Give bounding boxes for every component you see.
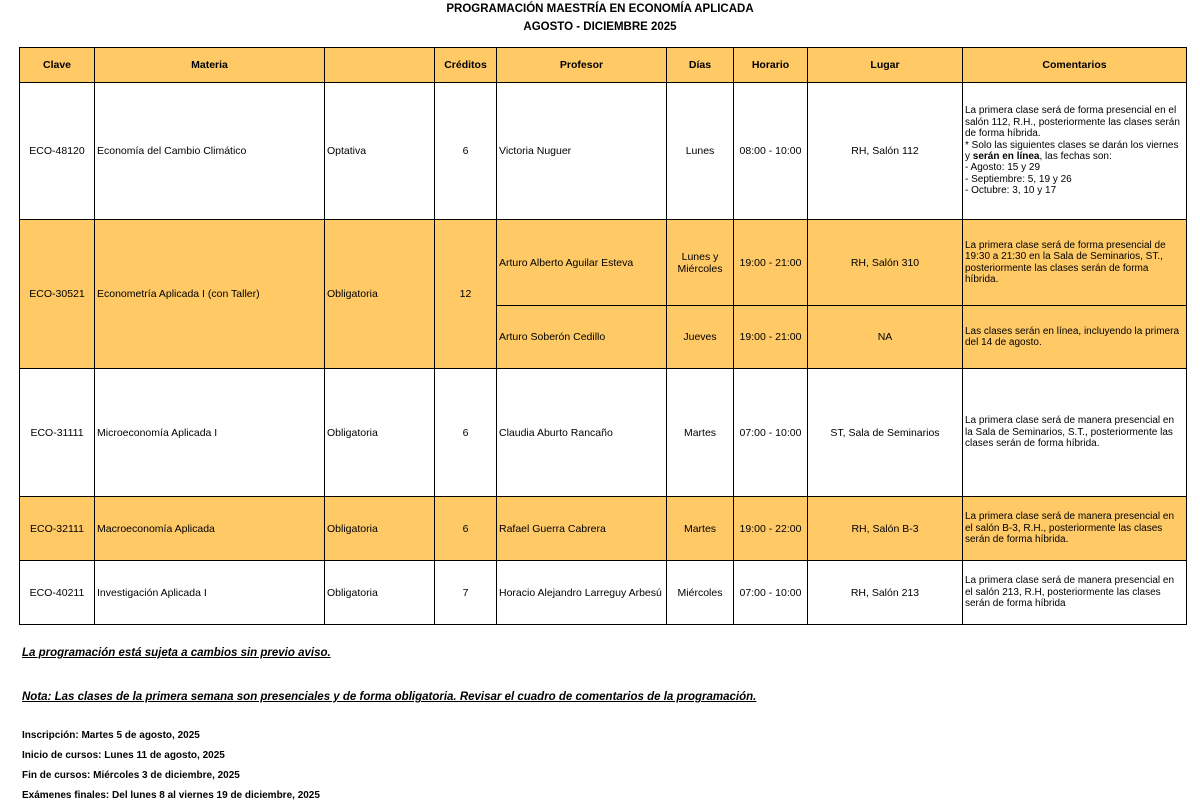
header-horario: Horario: [734, 48, 808, 83]
comment-line: - Septiembre: 5, 19 y 26: [965, 173, 1072, 185]
cell-creditos: 7: [435, 561, 497, 625]
cell-materia: Microeconomía Aplicada I: [95, 369, 325, 497]
table-row: [20, 83, 1187, 220]
cell-dias: Martes: [667, 369, 734, 497]
page-title: PROGRAMACIÓN MAESTRÍA EN ECONOMÍA APLICADA: [446, 3, 754, 15]
cell-comentarios: La primera clase será de manera presencial en el salón B-3, R.H., posteriormente las clases serán de forma híbrida.: [963, 497, 1187, 561]
cell-profesor: Victoria Nuguer: [497, 83, 667, 220]
cell-lugar: RH, Salón 213: [808, 561, 963, 625]
cell-horario: 19:00 - 22:00: [734, 497, 808, 561]
cell-materia: Economía del Cambio Climático: [95, 83, 325, 220]
cell-comentarios: [963, 83, 1187, 220]
cell-dias: Martes: [667, 497, 734, 561]
cell-horario: 07:00 - 10:00: [734, 369, 808, 497]
info-examenes-finales: Exámenes finales: Del lunes 8 al viernes 19 de diciembre, 2025: [22, 790, 320, 801]
header-tipo: [325, 48, 435, 83]
table-row: [20, 497, 1187, 561]
cell-clave: ECO-30521: [20, 220, 95, 369]
cell-tipo: Obligatoria: [325, 220, 435, 369]
cell-creditos: 6: [435, 83, 497, 220]
cell-comentarios: La primera clase será de manera presencial en el salón 213, R.H, posteriormente las clases serán de forma híbrida: [963, 561, 1187, 625]
cell-profesor: Horacio Alejandro Larreguy Arbesú: [497, 561, 667, 625]
cell-horario: 08:00 - 10:00: [734, 83, 808, 220]
header-dias: Días: [667, 48, 734, 83]
cell-lugar: ST, Sala de Seminarios: [808, 369, 963, 497]
cell-clave: ECO-48120: [20, 83, 95, 220]
info-fin-cursos: Fin de cursos: Miércoles 3 de diciembre, 2025: [22, 770, 240, 781]
header-materia: Materia: [95, 48, 325, 83]
header-comentarios: Comentarios: [963, 48, 1187, 83]
disclaimer-note: La programación está sujeta a cambios sin previo aviso.: [22, 647, 331, 659]
cell-clave: ECO-40211: [20, 561, 95, 625]
info-inicio-cursos: Inicio de cursos: Lunes 11 de agosto, 2025: [22, 750, 225, 761]
cell-dias: Miércoles: [667, 561, 734, 625]
cell-horario: 19:00 - 21:00: [734, 306, 808, 369]
cell-tipo: Optativa: [325, 83, 435, 220]
cell-tipo: Obligatoria: [325, 561, 435, 625]
cell-profesor: Claudia Aburto Rancaño: [497, 369, 667, 497]
cell-tipo: Obligatoria: [325, 497, 435, 561]
header-clave: Clave: [20, 48, 95, 83]
cell-lugar: RH, Salón B-3: [808, 497, 963, 561]
comment-line: - Agosto: 15 y 29: [965, 162, 1041, 174]
cell-comentarios: La primera clase será de manera presencial en la Sala de Seminarios, S.T., posteriormente las clases serán de forma híbrida.: [963, 369, 1187, 497]
comment-text: La primera clase será de forma presencial en el salón 112, R.H., posteriormente las clases serán de forma híbrida.: [965, 105, 1180, 140]
cell-comentarios: La primera clase será de forma presencial de 19:30 a 21:30 en la Sala de Seminarios, ST., posteriormente las clases serán de forma híbrida.: [963, 220, 1187, 306]
cell-clave: ECO-31111: [20, 369, 95, 497]
cell-comentarios: Las clases serán en línea, incluyendo la primera del 14 de agosto.: [963, 306, 1187, 369]
cell-tipo: Obligatoria: [325, 369, 435, 497]
cell-dias: Lunes y Miércoles: [667, 220, 734, 306]
table-row: [20, 561, 1187, 625]
cell-materia: Macroeconomía Aplicada: [95, 497, 325, 561]
cell-lugar: RH, Salón 310: [808, 220, 963, 306]
table-row: [20, 220, 1187, 306]
cell-dias: Jueves: [667, 306, 734, 369]
cell-materia: Investigación Aplicada I: [95, 561, 325, 625]
cell-materia: Econometría Aplicada I (con Taller): [95, 220, 325, 369]
table-header-row: [20, 48, 1187, 83]
schedule-table: [19, 47, 1187, 625]
comment-line: - Octubre: 3, 10 y 17: [965, 185, 1057, 197]
header-lugar: Lugar: [808, 48, 963, 83]
header-profesor: Profesor: [497, 48, 667, 83]
table-row: [20, 369, 1187, 497]
page-subtitle: AGOSTO - DICIEMBRE 2025: [523, 21, 677, 33]
cell-dias: Lunes: [667, 83, 734, 220]
cell-lugar: RH, Salón 112: [808, 83, 963, 220]
cell-lugar: NA: [808, 306, 963, 369]
cell-profesor: Rafael Guerra Cabrera: [497, 497, 667, 561]
cell-profesor: Arturo Soberón Cedillo: [497, 306, 667, 369]
comment-text: * Solo las siguientes clases se darán los viernes y serán en línea, las fechas son:: [965, 139, 1179, 162]
cell-profesor: Arturo Alberto Aguilar Esteva: [497, 220, 667, 306]
cell-creditos: 6: [435, 369, 497, 497]
header-creditos: Créditos: [435, 48, 497, 83]
cell-creditos: 12: [435, 220, 497, 369]
info-inscripcion: Inscripción: Martes 5 de agosto, 2025: [22, 730, 200, 741]
cell-clave: ECO-32111: [20, 497, 95, 561]
cell-horario: 07:00 - 10:00: [734, 561, 808, 625]
cell-horario: 19:00 - 21:00: [734, 220, 808, 306]
attendance-note: Nota: Las clases de la primera semana son presenciales y de forma obligatoria. Revisar el cuadro de comentarios de la programación.: [22, 691, 757, 703]
cell-creditos: 6: [435, 497, 497, 561]
